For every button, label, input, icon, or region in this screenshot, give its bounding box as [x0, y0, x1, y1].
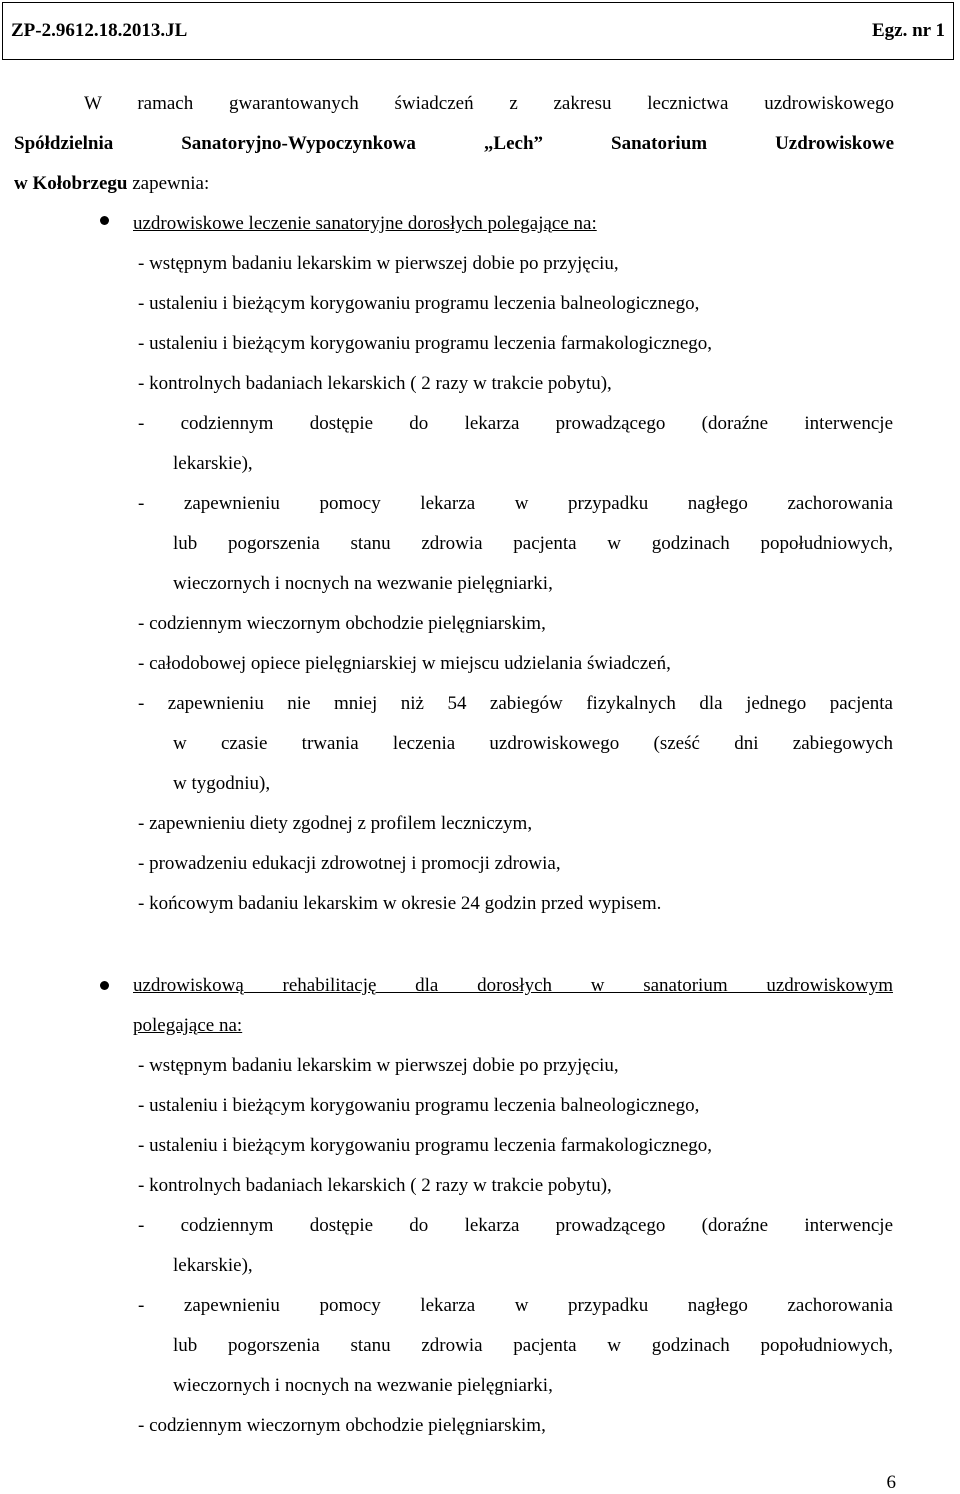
list-item: [138, 324, 893, 364]
list-item: [138, 1406, 893, 1446]
list-item-line: - końcowym badaniu lekarskim w okresie 24 godzin przed wypisem.: [138, 893, 662, 914]
section-2-list: [138, 1046, 893, 1446]
list-item-line: - kontrolnych badaniach lekarskich ( 2 razy w trakcie pobytu),: [138, 373, 612, 394]
list-item-line: lekarskie),: [173, 1255, 253, 1276]
section-2-heading-line-2: polegające na:: [133, 1015, 243, 1036]
document-header: [2, 2, 954, 60]
list-item: [138, 1046, 893, 1086]
list-item: [138, 684, 893, 804]
list-item-line: w czasie trwania leczenia uzdrowiskowego (sześć dni zabiegowych: [173, 733, 893, 754]
list-item: [138, 1286, 893, 1406]
list-item: [138, 844, 893, 884]
list-item-line: - prowadzeniu edukacji zdrowotnej i promocji zdrowia,: [138, 853, 561, 874]
list-item-line: - codziennym dostępie do lekarza prowadzącego (doraźne interwencje: [138, 413, 893, 434]
list-item: [138, 644, 893, 684]
list-item-line: lub pogorszenia stanu zdrowia pacjenta w godzinach popołudniowych,: [173, 533, 893, 554]
intro-line-2: Spółdzielnia Sanatoryjno-Wypoczynkowa „Lech” Sanatorium Uzdrowiskowe: [14, 133, 894, 154]
list-item: [138, 284, 893, 324]
list-item-line: - ustaleniu i bieżącym korygowaniu programu leczenia balneologicznego,: [138, 1095, 700, 1116]
list-item: [138, 1086, 893, 1126]
list-item-line: - zapewnieniu diety zgodnej z profilem leczniczym,: [138, 813, 533, 834]
list-item-line: - wstępnym badaniu lekarskim w pierwszej dobie po przyjęciu,: [138, 253, 619, 274]
list-item-line: lekarskie),: [173, 453, 253, 474]
page-number: 6: [886, 1472, 896, 1493]
list-item-line: - codziennym wieczornym obchodzie pielęgniarskim,: [138, 1415, 546, 1436]
list-item: [138, 404, 893, 484]
list-item-line: - ustaleniu i bieżącym korygowaniu programu leczenia farmakologicznego,: [138, 1135, 712, 1156]
list-item-line: - zapewnieniu pomocy lekarza w przypadku nagłego zachorowania: [138, 1295, 893, 1316]
list-item-line: - codziennym wieczornym obchodzie pielęgniarskim,: [138, 613, 546, 634]
list-item-line: - całodobowej opiece pielęgniarskiej w miejscu udzielania świadczeń,: [138, 653, 671, 674]
section-2-heading: [133, 966, 893, 1046]
bullet-icon: [100, 981, 109, 990]
list-item-line: - kontrolnych badaniach lekarskich ( 2 razy w trakcie pobytu),: [138, 1175, 612, 1196]
list-item-line: - ustaleniu i bieżącym korygowaniu programu leczenia balneologicznego,: [138, 293, 700, 314]
list-item-line: wieczornych i nocnych na wezwanie pielęgniarki,: [173, 1375, 553, 1396]
intro-line-3: w Kołobrzegu zapewnia:: [14, 173, 210, 194]
section-1-heading: uzdrowiskowe leczenie sanatoryjne dorosłych polegające na:: [133, 213, 597, 234]
section-2-heading-line-1: uzdrowiskową rehabilitację dla dorosłych w sanatorium uzdrowiskowym: [133, 975, 893, 996]
list-item: [138, 484, 893, 604]
intro-line-1: W ramach gwarantowanych świadczeń z zakresu lecznictwa uzdrowiskowego: [84, 93, 894, 114]
list-item: [138, 1206, 893, 1286]
list-item-line: - wstępnym badaniu lekarskim w pierwszej dobie po przyjęciu,: [138, 1055, 619, 1076]
list-item-line: lub pogorszenia stanu zdrowia pacjenta w godzinach popołudniowych,: [173, 1335, 893, 1356]
document-reference: ZP-2.9612.18.2013.JL: [11, 20, 188, 41]
list-item-line: - zapewnieniu nie mniej niż 54 zabiegów fizykalnych dla jednego pacjenta: [138, 693, 893, 714]
list-item: [138, 884, 893, 924]
bullet-icon: [100, 216, 109, 225]
list-item: [138, 244, 893, 284]
list-item-line: wieczornych i nocnych na wezwanie pielęgniarki,: [173, 573, 553, 594]
list-item: [138, 364, 893, 404]
list-item-line: w tygodniu),: [173, 773, 271, 794]
list-item-line: - codziennym dostępie do lekarza prowadzącego (doraźne interwencje: [138, 1215, 893, 1236]
intro-paragraph: [14, 84, 894, 204]
list-item: [138, 604, 893, 644]
section-1-list: [138, 244, 893, 924]
list-item: [138, 1126, 893, 1166]
list-item-line: - zapewnieniu pomocy lekarza w przypadku nagłego zachorowania: [138, 493, 893, 514]
list-item-line: - ustaleniu i bieżącym korygowaniu programu leczenia farmakologicznego,: [138, 333, 712, 354]
list-item: [138, 804, 893, 844]
copy-number: Egz. nr 1: [871, 20, 945, 41]
list-item: [138, 1166, 893, 1206]
